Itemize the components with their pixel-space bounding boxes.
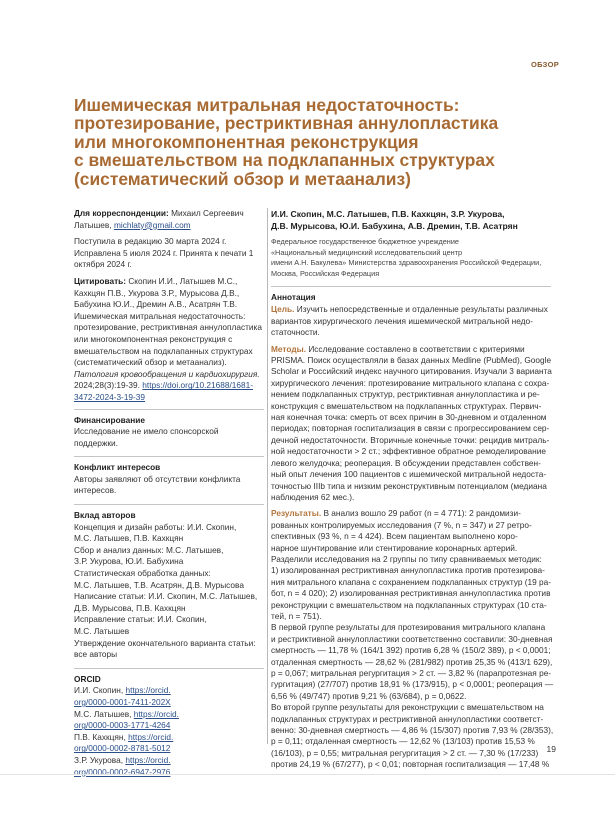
methods-label: Методы. [271,343,306,354]
orcid-link[interactable]: org/0000-0002-8781-5012 [74,743,171,754]
correspondence [74,208,264,231]
divider [271,286,551,287]
citation-details: 2024;28(3):19-39. [74,380,140,391]
correspondence-label: Для корреспонденции: [74,208,169,218]
funding-heading: Финансирование [74,414,146,425]
orcid-link[interactable]: https://orcid. [128,731,174,742]
institution-line: имени А.Н. Бакулева» Министерства здравоохранения Российской Федерации, [271,258,542,268]
results-label: Результаты. [271,508,322,519]
orcid-section [74,674,264,778]
abstract-line: тей, n = 751). [271,610,322,621]
contributions-heading: Вклад авторов [74,510,136,521]
abstract-line: (16/103), p = 0,55; митральная регургитация > 2 ст. — 7,30 % (17/233) [271,747,539,758]
abstract-line: Исследование составлено в соответствии с критериями [308,343,525,354]
funding-text: Исследование не имело спонсорской поддержки. [74,426,219,448]
abstract-line: 1) изолированная рестриктивная аннулопластика против протезирова- [271,565,545,576]
abstract-line: ния митрального клапана с сохранением подклапанных структур (19 ра- [271,576,552,587]
institution [271,237,551,280]
orcid-entry [74,732,264,755]
citation-journal: Патология кровообращения и кардиохирургия. [74,368,260,379]
contribution-line: все авторы [74,649,118,660]
abstract-line: конструкция с вмешательством на подклапанных структурах. Первич- [271,400,542,411]
orcid-author: М.С. Латышев, [74,708,132,719]
institution-line: Федеральное государственное бюджетное учреждение [271,236,459,246]
conflict-section [74,462,264,497]
abstract-line: отдаленная смертность — 28,62 % (281/982) против 25,35 % (413/1 629), [271,656,553,667]
title-line: с вмешательством на подклапанных структурах [74,150,495,171]
orcid-link[interactable]: org/0000-0003-1771-4264 [74,720,171,731]
abstract-methods [271,344,551,504]
contribution-line: М.С. Латышев, П.В. Кахкцян [74,533,184,544]
contribution-line: Написание статьи: И.И. Скопин, М.С. Латышев, [74,591,258,602]
orcid-entry [74,709,264,732]
abstract-line: Изучить непосредственные и отдаленные результаты различных [296,304,548,315]
article-title [74,96,544,188]
institution-line: Москва, Российская Федерация [271,269,380,279]
contribution-line: Концепция и дизайн работы: И.И. Скопин, [74,521,237,532]
author-list [271,208,551,233]
abstract-line: реконструкции с вмешательством на подклапанных структурах (10 ста- [271,599,547,610]
contribution-line: М.С. Латышев, Т.В. Асатрян, Д.В. Мурысова [74,579,244,590]
orcid-author: П.В. Кахкцян, [74,731,126,742]
abstract-line: Scholar и Российский индекс научного цитирования. Изучали 3 варианта [271,366,552,377]
citation [74,276,264,404]
divider [74,409,264,410]
orcid-author: З.Р. Укурова, [74,754,124,765]
orcid-link[interactable]: org/0000-0001-7411-202X [74,696,171,707]
conflict-heading: Конфликт интересов [74,462,161,473]
aim-label: Цель. [271,304,295,315]
abstract-heading: Аннотация [271,292,316,302]
abstract-line: Во второй группе результаты для реконструкции с вмешательством на [271,702,544,713]
article-main [271,208,554,776]
abstract-line: левого желудочка; реоперация. В обсуждении представлен собствен- [271,457,541,468]
contribution-line: З.Р. Укурова, Ю.И. Бабухина [74,556,184,567]
abstract-line: бот, n = 4 020); 2) изолированная рестриктивная аннулопластика против [271,588,551,599]
correspondence-email-link[interactable]: michlaty@gmail.com [113,219,191,230]
abstract-line: гургитация) (27/707) против 18,91 % (173/915), p < 0,0001; реоперация — [271,679,554,690]
contribution-line: Утверждение окончательного варианта статьи: [74,637,256,648]
abstract-line: против 24,19 % (67/277), p < 0,01; повторная госпитализация — 17,48 % [271,759,550,770]
author-line: И.И. Скопин, М.С. Латышев, П.В. Кахкцян, З.Р. Укурова, [271,209,505,219]
abstract-line: 6,56 % (49/747) против 9,21 % (63/684), p = 0,0622. [271,690,467,701]
article-dates: Поступила в редакцию 30 марта 2024 г. Исправлена 5 июля 2024 г. Принята к печати 1 октября 2024 г. [74,236,254,270]
abstract-line: нарное шунтирование или стентирование коронарных артерий. [271,542,518,553]
funding-section [74,415,264,450]
abstract-line: В анализ вошло 29 работ (n = 4 771): 2 рандомизи- [323,508,521,519]
abstract-line: подклапанных структурах и рестриктивной аннулопластики соответст- [271,713,544,724]
contribution-line: Исправление статьи: И.И. Скопин, [74,614,207,625]
orcid-link[interactable]: https://orcid. [125,685,171,696]
abstract-line: ный опыт лечения 100 пациентов с ишемической митральной недоста- [271,469,547,480]
orcid-link[interactable]: https://orcid. [125,754,171,765]
column-divider [267,208,268,744]
footer-rule [0,774,615,775]
abstract-line: вариантов хирургического лечения ишемической митральной недо- [271,315,533,326]
abstract-line: p = 0,11; отдаленная смертность — 12,62 % (13/103) против 15,53 % [271,736,535,747]
orcid-link[interactable]: https://orcid. [133,708,179,719]
abstract-line: венно: 30-дневная смертность — 4,86 % (15/307) против 7,93 % (28/353), [271,725,554,736]
citation-label: Цитировать: [74,275,126,286]
title-line: протезирование, рестриктивная аннулопластика [74,113,499,134]
abstract-aim [271,304,551,338]
abstract-line: p = 0,067; митральная регургитация > 2 ст. — 3,82 % (парапротезная ре- [271,668,552,678]
contribution-line: М.С. Латышев [74,626,130,636]
citation-doi-link[interactable]: https://doi.org/10.21688/1681-3472-2024-3-19-39 [74,380,253,402]
article-sidebar [74,208,264,785]
orcid-author: И.И. Скопин, [74,685,124,696]
orcid-entry [74,685,264,708]
title-line: (систематический обзор и метаанализ) [74,168,411,189]
contribution-line: Д.В. Мурысова, П.В. Кахкцян [74,602,186,613]
abstract-line: точностью IIIb типа и низким реконструктивным потенциалом (медиана [271,480,547,491]
abstract-line: В первой группе результаты для протезирования митрального клапана [271,622,546,633]
page-number: 19 [546,744,556,754]
divider [74,668,264,669]
contribution-line: Сбор и анализ данных: М.С. Латышев, [74,544,224,555]
conflict-text: Авторы заявляют об отсутствии конфликта интересов. [74,473,241,496]
abstract-line: статочности. [271,327,320,338]
abstract-line: PRISMA. Поиск осуществляли в базах данных Medline (PubMed), Google [271,355,552,366]
institution-line: «Национальный медицинский исследовательский центр [271,247,463,257]
abstract-line: дечной недостаточности. Вторичные конечные точки: рецидив митраль- [271,434,550,445]
abstract-line: рованных контролируемых исследования (7 %, n = 347) и 27 ретро- [271,519,532,530]
correspondence-name: Михаил Сергеевич Латышев, [74,208,244,230]
abstract-line: ная конечная точка: смерть от всех причин в 30-дневном и отдаленном [271,412,547,423]
abstract-results [271,508,554,770]
abstract-line: Разделили исследования на 2 группы по типу сравниваемых методик: [271,553,542,564]
contributions-section [74,510,264,661]
abstract-line: и рестриктивной аннулопластики соответственно составили: 30-дневная [271,633,553,644]
title-line: или многокомпонентная реконструкция [74,131,419,152]
author-line: Д.В. Мурысова, Ю.И. Бабухина, А.В. Дремин, Т.В. Асатрян [271,221,518,232]
abstract-line: периодах; повторная госпитализация в связи с прогрессированием сер- [271,423,550,434]
divider [74,504,264,505]
title-line: Ишемическая митральная недостаточность: [74,95,460,115]
divider [74,456,264,457]
abstract-line: нением подклапанных структур, рестриктивная аннулопластика и ре- [271,389,540,400]
contribution-line: Статистическая обработка данных: [74,568,211,579]
abstract-line: хирургического лечения: протезирование митрального клапана с сохра- [271,377,550,388]
section-tag: ОБЗОР [530,60,559,69]
abstract-line: смертность — 11,78 % (164/1 392) против 6,28 % (150/2 389), p < 0,0001; [271,645,551,656]
citation-text: Скопин И.И., Латышев М.С., Кахкцян П.В., Укурова З.Р., Мурысова Д.В., Бабухина Ю.И., Дремин А.В., Асатрян Т.В. Ишемическая митральная недостаточность: протезирование, рестриктивная аннулопластика или многокомпонентная реконструкция с вмешательством на подклапанных структурах (систематический обзор и метаанализ). [74,275,262,368]
abstract-line: ной недостаточности > 2 ст.; эффективное обратное ремоделирование [271,446,546,457]
orcid-heading: ORCID [74,673,101,684]
orcid-link[interactable]: org/0000-0002-6947-2976 [74,766,171,777]
abstract-line: спективных (93 %, n = 4 424). Всем пациентам выполнено коро- [271,531,518,542]
abstract-line: наблюдения 62 мес.). [271,491,355,502]
